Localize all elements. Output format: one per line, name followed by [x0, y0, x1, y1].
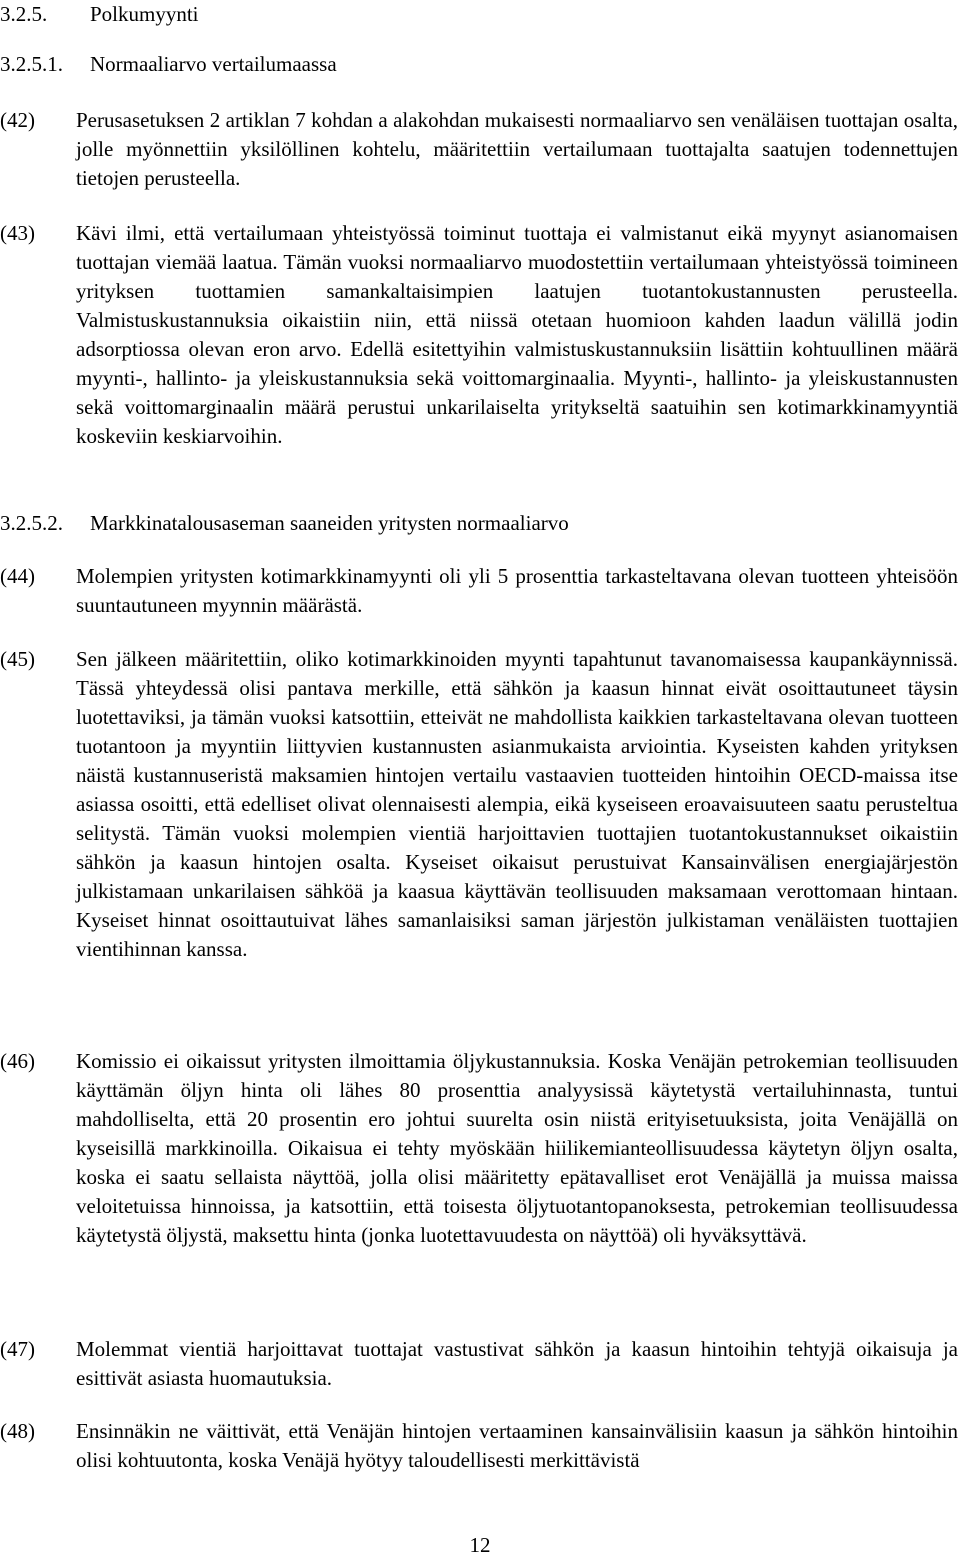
section-number: 3.2.5.2.	[0, 511, 63, 535]
paragraph-text: Sen jälkeen määritettiin, oliko kotimarkkinoiden myynti tapahtunut tavanomaisessa kaupankäynnissä. Tässä yhteydessä olisi pantava merkille, että sähkön ja kaasun hinnat eivät osoittautuneet täysin luotettaviksi, ja tämän vuoksi katsottiin, etteivät ne mahdollista kaikkien tarkasteltavana olevan tuotteen tuotantoon ja myyntiin liittyvien kustannusten asianmukaista arviointia. Kyseisten kahden yrityksen näistä kustannuseristä maksamien hintojen vertailu vastaavien tuotteiden hintoihin OECD-maissa itse asiassa osoitti, että edelliset olivat olennaisesti alempia, eikä kyseiseen eroavaisuuteen saatu perusteltua selitystä. Tämän vuoksi molempien vientiä harjoittavien tuottajien tuotantokustannukset oikaistiin sähkön ja kaasun hintojen osalta. Kyseiset oikaisut perustuivat Kansainvälisen energiajärjestön julkistamaan unkarilaisen sähköä ja kaasua käyttävän teollisuuden maksamaan verottomaan hintaan. Kyseiset hinnat osoittautuivat lähes samanlaisiksi saman järjestön julkistaman venäläisten tuottajien vientihinnan kanssa.	[76, 647, 958, 961]
paragraph-text: Kävi ilmi, että vertailumaan yhteistyössä toiminut tuottaja ei valmistanut eikä myynyt asianomaisen tuottajan viemää laatua. Tämän vuoksi normaaliarvo muodostettiin vertailumaan yhteistyössä toimineen yrityksen tuottamien samankaltaisimpien laatujen tuotantokustannusten perusteella. Valmistuskustannuksia oikaistiin niin, että niissä otetaan huomioon kahden laadun välillä jodin adsorptiossa olevan eron arvo. Edellä esitettyihin valmistuskustannuksiin lisättiin kohtuullinen määrä myynti-, hallinto- ja yleiskustannuksia sekä voittomarginaalia. Myynti-, hallinto- ja yleiskustannusten sekä voittomarginaalin määrä perustui unkarilaiselta yritykseltä saatuihin sen kotimarkkinamyyntiä koskeviin keskiarvoihin.	[76, 221, 958, 448]
paragraph-number: (43)	[0, 221, 35, 245]
paragraph-44	[0, 562, 958, 620]
paragraph-text: Perusasetuksen 2 artiklan 7 kohdan a alakohdan mukaisesti normaaliarvo sen venäläisen tuottajan osalta, jolle myönnettiin yksilöllinen kohtelu, määritettiin vertailumaan tuottajalta saatujen todennettujen tietojen perusteella.	[76, 108, 958, 190]
paragraph-47	[0, 1335, 958, 1393]
paragraph-45	[0, 645, 958, 964]
section-title: Markkinatalousaseman saaneiden yritysten normaaliarvo	[90, 511, 569, 535]
paragraph-number: (45)	[0, 647, 35, 671]
page-number: 12	[469, 1533, 491, 1557]
section-heading-3-2-5	[0, 0, 199, 29]
paragraph-number: (47)	[0, 1337, 35, 1361]
paragraph-42	[0, 106, 958, 193]
paragraph-number: (48)	[0, 1419, 35, 1443]
paragraph-number: (44)	[0, 564, 35, 588]
paragraph-text: Ensinnäkin ne väittivät, että Venäjän hintojen vertaaminen kansainvälisiin kaasun ja sähkön hintoihin olisi kohtuutonta, koska Venäjä hyötyy taloudellisesti merkittävistä	[76, 1419, 958, 1472]
paragraph-number: (42)	[0, 108, 35, 132]
paragraph-43	[0, 219, 958, 451]
paragraph-number: (46)	[0, 1049, 35, 1073]
section-number: 3.2.5.1.	[0, 52, 63, 76]
section-heading-3-2-5-1	[0, 50, 337, 79]
section-number: 3.2.5.	[0, 2, 48, 26]
section-heading-3-2-5-2	[0, 509, 569, 538]
paragraph-text: Molempien yritysten kotimarkkinamyynti oli yli 5 prosenttia tarkasteltavana olevan tuotteen yhteisöön suuntautuneen myynnin määrästä.	[76, 564, 958, 617]
section-title: Normaaliarvo vertailumaassa	[90, 52, 337, 76]
paragraph-text: Komissio ei oikaissut yritysten ilmoittamia öljykustannuksia. Koska Venäjän petrokemian teollisuuden käyttämän öljyn hinta oli lähes 80 prosenttia analyysissä käytetystä vertailuhinnasta, tuntui mahdolliselta, että 20 prosentin ero johtui suurelta osin niistä erityisetuuksista, joita Venäjällä on kyseisillä markkinoilla. Oikaisua ei tehty myöskään hiilikemianteollisuudessa käytetyn öljyn osalta, koska ei saatu sellaista näyttöä, jolla olisi määritetty epätavalliset erot Venäjällä ja muissa maissa veloitetuissa hinnoissa, ja katsottiin, että toisesta öljytuotantopanoksesta, petrokemian teollisuudessa käytetystä öljystä, maksettu hinta (jonka luotettavuudesta on näyttöä) oli hyväksyttävä.	[76, 1049, 958, 1247]
paragraph-48	[0, 1417, 958, 1475]
paragraph-text: Molemmat vientiä harjoittavat tuottajat vastustivat sähkön ja kaasun hintoihin tehtyjä oikaisuja ja esittivät asiasta huomautuksia.	[76, 1337, 958, 1390]
paragraph-46	[0, 1047, 958, 1250]
section-title: Polkumyynti	[90, 2, 199, 26]
